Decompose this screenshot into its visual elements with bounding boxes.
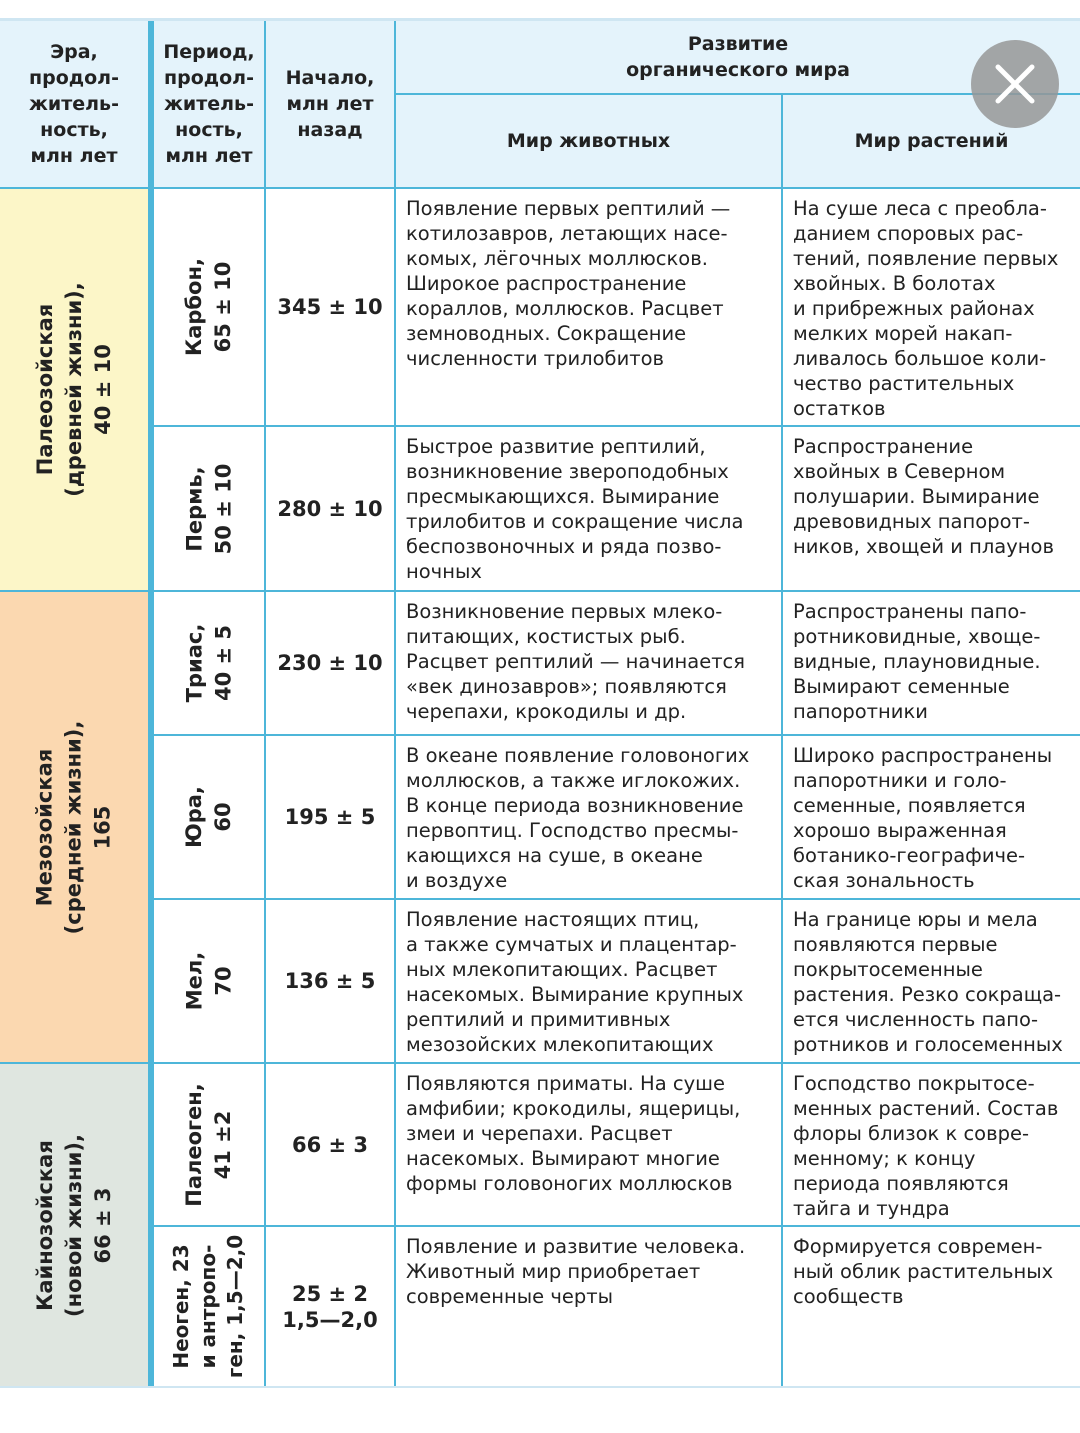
grid-line-period xyxy=(264,21,266,1386)
animals-text: Появление и развитие человека. Животный мир приобретает современные черты xyxy=(406,1235,746,1308)
period-label: Триас, 40 ± 5 xyxy=(181,623,235,703)
start-value: 230 ± 10 xyxy=(277,651,383,675)
period-perm xyxy=(154,427,264,590)
period-trias xyxy=(154,592,264,734)
animals-text: Появление первых рептилий — котилозавров, летающих насе- комых, лёгочных моллюсков. Широкое распространение кораллов, моллюсков. Расцвет земноводных. Сокращение численности трилобитов xyxy=(406,197,731,370)
grid-line-era-break xyxy=(0,590,1080,592)
header-start xyxy=(266,21,394,187)
start-value: 195 ± 5 xyxy=(284,805,376,829)
period-carbon xyxy=(154,189,264,425)
animals-text: Быстрое развитие рептилий, возникновение звероподобных пресмыкающихся. Вымирание трилобитов и сокращение числа беспозвоночных и ряда позво- ночных xyxy=(406,435,744,583)
close-icon xyxy=(995,64,1035,104)
grid-line-row xyxy=(154,1225,1080,1227)
grid-line-row xyxy=(154,425,1080,427)
animals-text: Возникновение первых млеко- питающих, костистых рыб. Расцвет рептилий — начинается «век динозавров»; появляются черепахи, крокодилы и др. xyxy=(406,600,746,723)
header-era-label: Эра, продол- житель- ность, млн лет xyxy=(29,41,119,167)
era-mesozoic-label: Мезозойская (средней жизни), 165 xyxy=(32,720,115,934)
start-value: 136 ± 5 xyxy=(284,969,376,993)
period-label: Палеоген, 41 ±2 xyxy=(182,1082,235,1207)
header-era xyxy=(0,21,148,187)
era-cenozoic xyxy=(0,1064,148,1386)
grid-line-era xyxy=(148,21,154,1386)
close-button[interactable] xyxy=(971,40,1059,128)
period-jura xyxy=(154,736,264,898)
header-start-label: Начало, млн лет назад xyxy=(285,67,375,141)
animals-text: Появляются приматы. На суше амфибии; крокодилы, ящерицы, змеи и черепахи. Расцвет насекомых. Вымирают многие формы головоногих моллюсков xyxy=(406,1072,741,1195)
header-animals-label: Мир животных xyxy=(506,130,671,152)
period-label: Карбон, 65 ± 10 xyxy=(181,258,235,356)
era-mesozoic xyxy=(0,592,148,1062)
period-neogen xyxy=(154,1227,264,1386)
era-cenozoic-label: Кайнозойская (новой жизни), 66 ± 3 xyxy=(32,1133,115,1317)
period-label: Неоген, 23 и антропо- ген, 1,5—2,0 xyxy=(169,1234,248,1379)
start-value: 66 ± 3 xyxy=(291,1132,369,1157)
header-period-label: Период, продол- житель- ность, млн лет xyxy=(163,41,255,167)
period-label: Пермь, 50 ± 10 xyxy=(181,463,235,554)
period-label: Юра, 60 xyxy=(182,786,235,848)
start-value: 345 ± 10 xyxy=(277,295,383,319)
grid-line-bottom xyxy=(0,1386,1080,1388)
start-value: 280 ± 10 xyxy=(277,496,383,521)
plants-text: Распространены папо- ротниковидные, хвоще- видные, плауновидные. Вымирают семенные папоротники xyxy=(793,600,1041,723)
grid-line-row xyxy=(154,734,1080,736)
plants-text: Формируется современ- ный облик растительных сообществ xyxy=(793,1235,1054,1308)
period-label: Мел, 70 xyxy=(182,951,235,1011)
period-paleogen xyxy=(154,1064,264,1225)
header-development-label: Развитие органического мира xyxy=(626,33,850,81)
grid-line-header xyxy=(0,187,1080,189)
start-value: 25 ± 2 1,5—2,0 xyxy=(282,1281,378,1332)
grid-line-era-break xyxy=(0,1062,1080,1064)
animals-text: В океане появление головоногих моллюсков, а также иглокожих. В конце периода возникновение первоптиц. Господство пресмы- кающихся на суше, в океане и воздухе xyxy=(406,744,750,892)
plants-text: На границе юры и мела появляются первые покрытосеменные растения. Резко сокраща- ется численность папо- ротников и голосеменных xyxy=(793,908,1063,1056)
era-paleozoic-label: Палеозойская (древней жизни), 40 ± 10 xyxy=(32,282,115,497)
animals-text: Появление настоящих птиц, а также сумчатых и плацентар- ных млекопитающих. Расцвет насекомых. Вымирание крупных рептилий и примитивных мезозойских млекопитающих xyxy=(406,908,744,1056)
header-period xyxy=(154,21,264,187)
header-animals xyxy=(396,95,781,187)
plants-text: Распространение хвойных в Северном полушарии. Вымирание древовидных папорот- ников, хвощей и плаунов xyxy=(793,435,1054,558)
plants-text: Широко распространены папоротники и голо- семенные, появляется хорошо выраженная ботанико-географиче- ская зональность xyxy=(793,744,1053,892)
grid-line-start xyxy=(394,21,396,1386)
header-plants-label: Мир растений xyxy=(854,130,1009,152)
era-paleozoic xyxy=(0,189,148,590)
period-mel xyxy=(154,900,264,1062)
grid-line-animals xyxy=(781,93,783,1386)
plants-text: На суше леса с преобла- данием споровых рас- тений, появление первых хвойных. В болотах и прибрежных районах мелких морей накап- ливалось большое коли- чество растительных остатков xyxy=(793,197,1059,420)
grid-line-row xyxy=(154,898,1080,900)
plants-text: Господство покрытосе- менных растений. Состав флоры близок к совре- менному; к концу периода появляются тайга и тундра xyxy=(793,1072,1059,1220)
